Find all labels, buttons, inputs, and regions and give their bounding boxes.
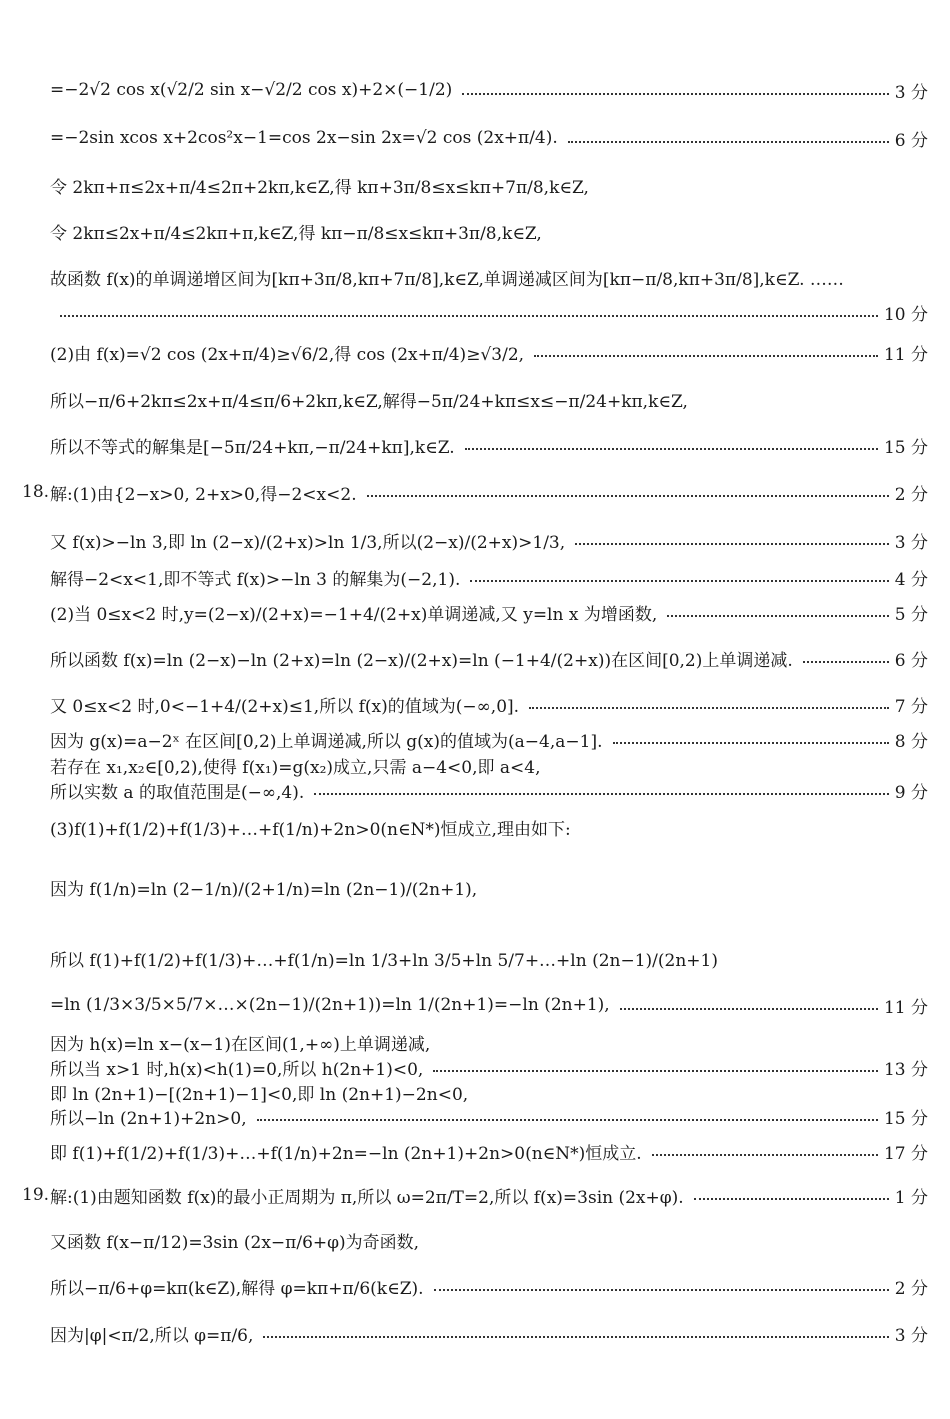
score-points: 17 分 [883, 1143, 928, 1164]
solution-line [50, 562, 928, 592]
solution-text: 所以不等式的解集是[−5π/24+kπ,−π/24+kπ],k∈Z. [50, 437, 455, 458]
score-points: 9 分 [894, 782, 928, 803]
score-points: 13 分 [883, 1059, 928, 1080]
dot-leader [470, 580, 888, 582]
solution-text: 所以−π/6+φ=kπ(k∈Z),解得 φ=kπ+π/6(k∈Z). [50, 1278, 424, 1299]
solution-text: 因为 f(1/n)=ln (2−1/n)/(2+1/n)=ln (2n−1)/(2n+1), [50, 879, 478, 900]
dot-leader [434, 1289, 889, 1291]
solution-line [50, 297, 928, 327]
solution-text: 故函数 f(x)的单调递增区间为[kπ+3π/8,kπ+7π/8],k∈Z,单调递减区间为[kπ−π/8,kπ+3π/8],k∈Z. …… [50, 269, 844, 290]
dot-leader [465, 448, 878, 450]
solution-text: =−2√2 cos x(√2/2 sin x−√2/2 cos x)+2×(−1/2) [50, 80, 453, 100]
dot-leader [60, 315, 878, 317]
solution-text: 解得−2<x<1,即不等式 f(x)>−ln 3 的解集为(−2,1). [50, 569, 461, 590]
dot-leader [534, 355, 878, 357]
solution-text: (2)当 0≤x<2 时,y=(2−x)/(2+x)=−1+4/(2+x)单调递减,又 y=ln x 为增函数, [50, 604, 658, 625]
solution-line [50, 872, 928, 902]
solution-text: 所以 f(1)+f(1/2)+f(1/3)+…+f(1/n)=ln 1/3+ln 3/5+ln 5/7+…+ln (2n−1)/(2n+1) [50, 950, 718, 971]
dot-leader [613, 742, 889, 744]
solution-text: 即 ln (2n+1)−[(2n+1)−1]<0,即 ln (2n+1)−2n<0, [50, 1084, 469, 1105]
solution-line [50, 775, 928, 805]
solution-line [50, 689, 928, 719]
solution-line [50, 1225, 928, 1255]
solution-text: 又 0≤x<2 时,0<−1+4/(2+x)≤1,所以 f(x)的值域为(−∞,0]. [50, 696, 520, 717]
solution-line [50, 1271, 928, 1301]
solution-text: 解:(1)由{2−x>0, 2+x>0,得−2<x<2. [50, 484, 357, 505]
score-points: 4 分 [894, 569, 928, 590]
score-points: 3 分 [894, 1325, 928, 1346]
solution-line [22, 477, 928, 507]
dot-leader [803, 661, 889, 663]
solution-line [50, 943, 928, 973]
solution-line [50, 170, 928, 200]
solution-line [50, 262, 928, 292]
solution-line [50, 430, 928, 460]
dot-leader [529, 707, 889, 709]
dot-leader [575, 543, 889, 545]
dot-leader [367, 495, 889, 497]
solution-line [50, 1136, 928, 1166]
solution-line [50, 643, 928, 673]
solution-text: =−2sin xcos x+2cos²x−1=cos 2x−sin 2x=√2 cos (2x+π/4). [50, 128, 558, 148]
solution-text: 因为 g(x)=a−2ˣ 在区间[0,2)上单调递减,所以 g(x)的值域为(a−4,a−1]. [50, 731, 603, 752]
dot-leader [462, 93, 888, 95]
score-points: 8 分 [894, 731, 928, 752]
solution-line [22, 1180, 928, 1210]
score-points: 11 分 [883, 344, 928, 365]
solution-line [50, 1101, 928, 1131]
score-points: 6 分 [894, 650, 928, 671]
dot-leader [314, 793, 889, 795]
dot-leader [568, 141, 889, 143]
solution-text: 若存在 x₁,x₂∈[0,2),使得 f(x₁)=g(x₂)成立,只需 a−4<0,即 a<4, [50, 757, 541, 778]
solution-text: 令 2kπ≤2x+π/4≤2kπ+π,k∈Z,得 kπ−π/8≤x≤kπ+3π/8,k∈Z, [50, 223, 542, 244]
score-points: 3 分 [894, 82, 928, 103]
problem-number: 19. [22, 1185, 50, 1205]
solution-line [50, 123, 928, 153]
dot-leader [263, 1336, 888, 1338]
problem-number: 18. [22, 482, 50, 502]
solution-line [50, 812, 928, 842]
solution-line [50, 75, 928, 105]
dot-leader [694, 1198, 889, 1200]
score-points: 7 分 [894, 696, 928, 717]
score-points: 1 分 [894, 1187, 928, 1208]
score-points: 5 分 [894, 604, 928, 625]
solution-text: 所以−π/6+2kπ≤2x+π/4≤π/6+2kπ,k∈Z,解得−5π/24+kπ≤x≤−π/24+kπ,k∈Z, [50, 391, 688, 412]
solution-text: 因为|φ|<π/2,所以 φ=π/6, [50, 1325, 254, 1346]
solution-text: 所以函数 f(x)=ln (2−x)−ln (2+x)=ln (2−x)/(2+x)=ln (−1+4/(2+x))在区间[0,2)上单调递减. [50, 650, 793, 671]
solution-text: 令 2kπ+π≤2x+π/4≤2π+2kπ,k∈Z,得 kπ+3π/8≤x≤kπ+7π/8,k∈Z, [50, 177, 589, 198]
solution-line [50, 216, 928, 246]
solution-text: 因为 h(x)=ln x−(x−1)在区间(1,+∞)上单调递减, [50, 1034, 431, 1055]
solution-text: 又 f(x)>−ln 3,即 ln (2−x)/(2+x)>ln 1/3,所以(2−x)/(2+x)>1/3, [50, 532, 566, 553]
solution-text: (3)f(1)+f(1/2)+f(1/3)+…+f(1/n)+2n>0(n∈N*)恒成立,理由如下: [50, 819, 571, 840]
score-points: 15 分 [883, 437, 928, 458]
score-points: 2 分 [894, 1278, 928, 1299]
score-points: 11 分 [883, 997, 928, 1018]
solution-text: 所以实数 a 的取值范围是(−∞,4). [50, 782, 305, 803]
solution-line [50, 337, 928, 367]
solution-line [50, 1318, 928, 1348]
dot-leader [667, 615, 889, 617]
dot-leader [652, 1154, 878, 1156]
solution-text: 即 f(1)+f(1/2)+f(1/3)+…+f(1/n)+2n=−ln (2n+1)+2n>0(n∈N*)恒成立. [50, 1143, 642, 1164]
score-points: 2 分 [894, 484, 928, 505]
solution-text: 所以当 x>1 时,h(x)<h(1)=0,所以 h(2n+1)<0, [50, 1059, 424, 1080]
dot-leader [620, 1008, 878, 1010]
solution-line [50, 384, 928, 414]
score-points: 6 分 [894, 130, 928, 151]
solution-text: 解:(1)由题知函数 f(x)的最小正周期为 π,所以 ω=2π/T=2,所以 f(x)=3sin (2x+φ). [50, 1187, 684, 1208]
score-points: 10 分 [883, 304, 928, 325]
dot-leader [433, 1070, 878, 1072]
solution-text: (2)由 f(x)=√2 cos (2x+π/4)≥√6/2,得 cos (2x+π/4)≥√3/2, [50, 344, 525, 365]
solution-line [50, 990, 928, 1020]
solution-text: 所以−ln (2n+1)+2n>0, [50, 1108, 247, 1129]
solution-text: 又函数 f(x−π/12)=3sin (2x−π/6+φ)为奇函数, [50, 1232, 420, 1253]
score-points: 3 分 [894, 532, 928, 553]
solution-line [50, 525, 928, 555]
solution-line [50, 597, 928, 627]
dot-leader [257, 1119, 878, 1121]
solution-text: =ln (1/3×3/5×5/7×…×(2n−1)/(2n+1))=ln 1/(2n+1)=−ln (2n+1), [50, 995, 610, 1015]
score-points: 15 分 [883, 1108, 928, 1129]
